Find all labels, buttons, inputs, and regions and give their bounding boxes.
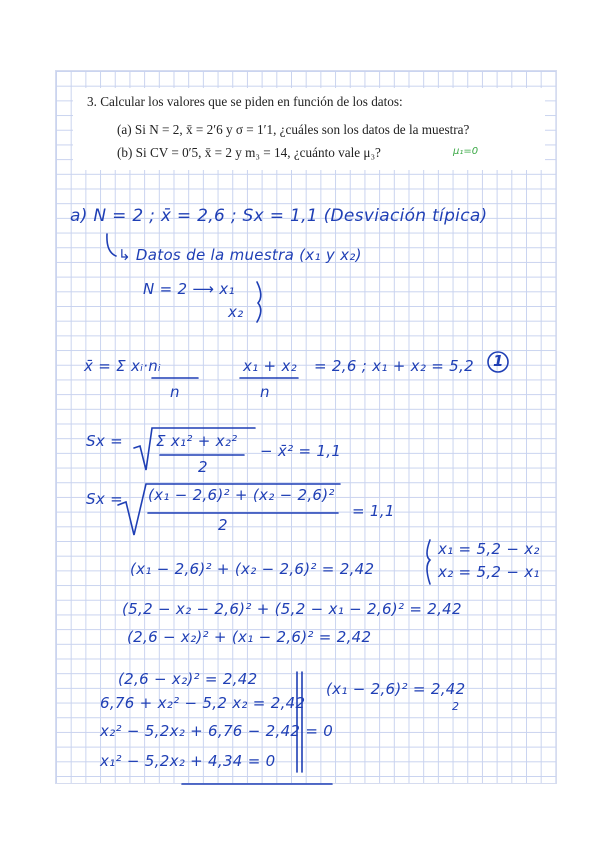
hw-line-eq: (2,6 − x₂)² = 2,42 xyxy=(118,670,258,688)
hw-system-1: x₁ = 5,2 − x₂ xyxy=(438,540,540,558)
hw-mean-result: = 2,6 ; x₁ + x₂ = 5,2 xyxy=(314,357,474,375)
hw-line-datos: ↳ Datos de la muestra (x₁ y x₂) xyxy=(118,246,362,264)
hw-sx2-right: = 1,1 xyxy=(352,502,395,520)
hw-mean-mid-den: n xyxy=(260,383,270,401)
printed-problem xyxy=(73,88,545,170)
hw-line-squared: (x₁ − 2,6)² + (x₂ − 2,6)² = 2,42 xyxy=(130,560,375,578)
hw-side-eq: (x₁ − 2,6)² = 2,42 xyxy=(326,680,466,698)
hw-sx2-label: Sx = xyxy=(86,490,123,508)
hw-line-zero: x₂² − 5,2x₂ + 6,76 − 2,42 = 0 xyxy=(100,722,334,740)
hw-line-n2: N = 2 ⟶ x₁ xyxy=(143,280,235,298)
question-part-a: (a) Si N = 2, x̄ = 2′6 y σ = 1′1, ¿cuáles son los datos de la muestra? xyxy=(117,122,470,137)
hw-line-quadratic: x₁² − 5,2x₂ + 4,34 = 0 xyxy=(100,752,276,770)
hw-line-given: a) N = 2 ; x̄ = 2,6 ; Sx = 1,1 (Desviación típica) xyxy=(70,206,488,226)
hw-sx2-den: 2 xyxy=(218,516,228,534)
hw-sx-right: − x̄² = 1,1 xyxy=(260,442,342,460)
green-annotation: μ₁=0 xyxy=(453,146,479,157)
hw-line-simpl: (2,6 − x₂)² + (x₁ − 2,6)² = 2,42 xyxy=(127,628,372,646)
question-part-b: (b) Si CV = 0′5, x̄ = 2 y m₃ = 14, ¿cuánto vale μ₃? xyxy=(117,145,381,160)
hw-sx2-num: (x₁ − 2,6)² + (x₂ − 2,6)² xyxy=(148,486,335,504)
hw-mean-den: n xyxy=(170,383,180,401)
hw-sx-den: 2 xyxy=(198,458,208,476)
hw-sx-num: Σ x₁² + x₂² xyxy=(156,432,238,450)
question-title: 3. Calcular los valores que se piden en función de los datos: xyxy=(87,94,403,109)
hw-line-x2: x₂ xyxy=(228,303,244,321)
hw-sx-label: Sx = xyxy=(86,432,123,450)
hw-circle-number: 1 xyxy=(493,352,504,370)
hw-line-sub: (5,2 − x₂ − 2,6)² + (5,2 − x₁ − 2,6)² = 2,42 xyxy=(122,600,462,618)
hw-side-den: 2 xyxy=(452,700,460,713)
hw-mean-formula: x̄ = Σ xᵢ·nᵢ xyxy=(84,357,162,375)
hw-mean-mid: x₁ + x₂ xyxy=(243,357,297,375)
hw-system-2: x₂ = 5,2 − x₁ xyxy=(438,563,540,581)
hw-line-expand: 6,76 + x₂² − 5,2 x₂ = 2,42 xyxy=(100,694,306,712)
